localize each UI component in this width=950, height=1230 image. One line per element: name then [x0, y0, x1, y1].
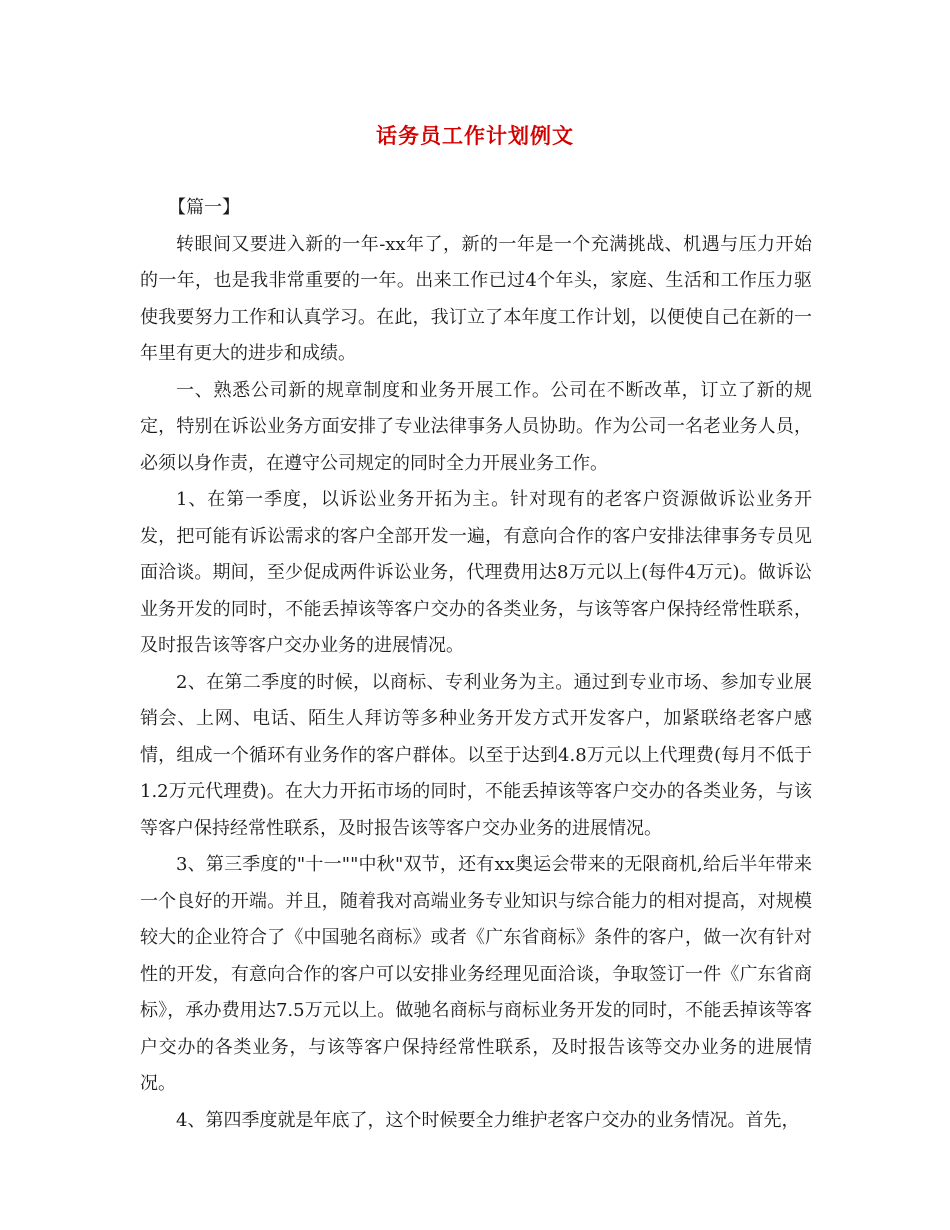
paragraph-section-one: 一、熟悉公司新的规章制度和业务开展工作。公司在不断改革，订立了新的规定，特别在诉讼业务方面安排了专业法律事务人员协助。作为公司一名老业务人员，必须以身作责，在遵守公司规定的同时全力开展业务工作。: [140, 379, 812, 474]
paragraph-q2: 2、在第二季度的时候，以商标、专利业务为主。通过到专业市场、参加专业展销会、上网、电话、陌生人拜访等多种业务开发方式开发客户，加紧联络老客户感情，组成一个循环有业务作的客户群体。以至于达到4.8万元以上代理费(每月不低于1.2万元代理费)。在大力开拓市场的同时，不能丢掉该等客户交办的各类业务，与该等客户保持经常性联系，及时报告该等客户交办业务的进展情况。: [140, 671, 812, 839]
paragraph-q3: 3、第三季度的"十一""中秋"双节，还有xx奥运会带来的无限商机,给后半年带来一个良好的开端。并且，随着我对高端业务专业知识与综合能力的相对提高，对规模较大的企业符合了《中国驰名商标》或者《广东省商标》条件的客户，做一次有针对性的开发，有意向合作的客户可以安排业务经理见面洽谈，争取签订一件《广东省商标》，承办费用达7.5万元以上。做驰名商标与商标业务开发的同时，不能丢掉该等客户交办的各类业务，与该等客户保持经常性联系，及时报告该等交办业务的进展情况。: [140, 854, 812, 1094]
paragraph-q1: 1、在第一季度，以诉讼业务开拓为主。针对现有的老客户资源做诉讼业务开发，把可能有诉讼需求的客户全部开发一遍，有意向合作的客户安排法律事务专员见面洽谈。期间，至少促成两件诉讼业务，代理费用达8万元以上(每件4万元)。做诉讼业务开发的同时，不能丢掉该等客户交办的各类业务，与该等客户保持经常性联系，及时报告该等客户交办业务的进展情况。: [140, 489, 812, 656]
paragraph-intro: 转眼间又要进入新的一年-xx年了，新的一年是一个充满挑战、机遇与压力开始的一年，也是我非常重要的一年。出来工作已过4个年头，家庭、生活和工作压力驱使我要努力工作和认真学习。在此，我订立了本年度工作计划，以便使自己在新的一年里有更大的进步和成绩。: [140, 233, 812, 364]
paragraph-q4: 4、第四季度就是年底了，这个时候要全力维护老客户交办的业务情况。首先，: [176, 1109, 800, 1131]
document-title: 话务员工作计划例文: [376, 123, 574, 148]
section-label: 【篇一】: [168, 197, 240, 218]
document-body: [140, 190, 812, 1139]
